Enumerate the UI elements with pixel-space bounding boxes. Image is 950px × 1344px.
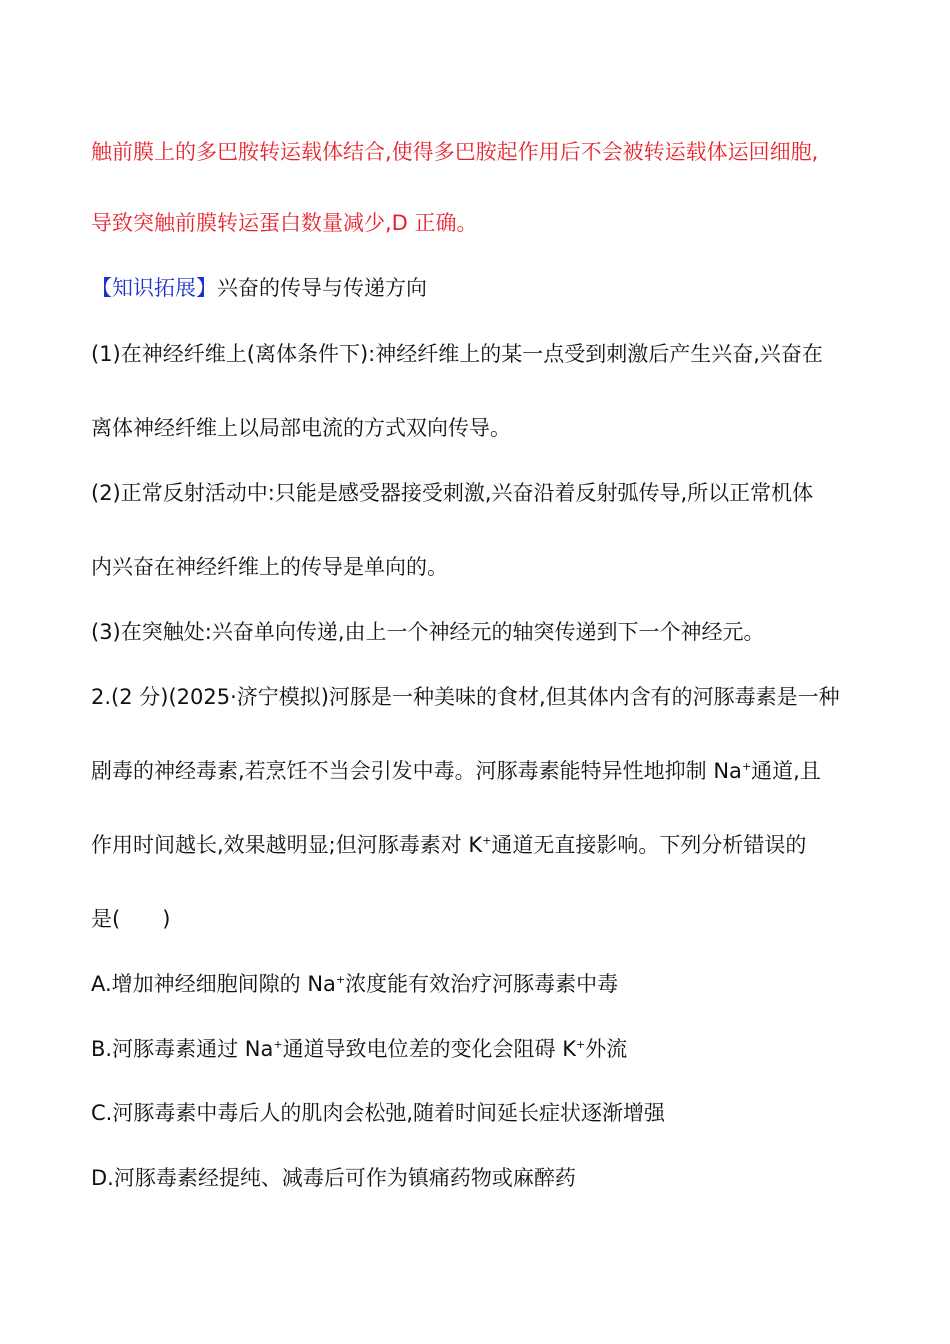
knowledge-title: 兴奋的传导与传递方向 (217, 276, 427, 300)
option-d[interactable]: D.河豚毒素经提纯、减毒后可作为镇痛药物或麻醉药 (91, 1166, 576, 1190)
knowledge-tag: 【知识拓展】 (91, 276, 217, 300)
question-stem-line-2-text-b: 通道,且 (751, 759, 821, 783)
answer-explanation-line-1: 触前膜上的多巴胺转运载体结合,使得多巴胺起作用后不会被转运载体运回细胞, (91, 140, 819, 164)
question-stem-line-1: 2.(2 分)(2025·济宁模拟)河豚是一种美味的食材,但其体内含有的河豚毒素是一种 (91, 685, 840, 709)
option-b[interactable] (91, 1034, 627, 1064)
question-stem-line-3-text-b: 通道无直接影响。下列分析错误的 (491, 833, 807, 857)
knowledge-point-3: (3)在突触处:兴奋单向传递,由上一个神经元的轴突传递到下一个神经元。 (91, 620, 765, 644)
option-a-text-b: 浓度能有效治疗河豚毒素中毒 (345, 972, 619, 996)
option-b-potassium-charge: + (576, 1038, 586, 1051)
question-stem-line-4: 是( ) (91, 907, 171, 931)
knowledge-point-2-line-1: (2)正常反射活动中:只能是感受器接受刺激,兴奋沿着反射弧传导,所以正常机体 (91, 481, 814, 505)
question-stem-line-2 (91, 756, 821, 786)
answer-explanation-line-2: 导致突触前膜转运蛋白数量减少,D 正确。 (91, 211, 478, 235)
option-b-text-a: B.河豚毒素通过 Na (91, 1037, 274, 1061)
option-b-sodium-charge: + (273, 1038, 283, 1051)
question-stem-line-2-text-a: 剧毒的神经毒素,若烹饪不当会引发中毒。河豚毒素能特异性地抑制 Na (91, 759, 742, 783)
question-stem-line-3-text-a: 作用时间越长,效果越明显;但河豚毒素对 K (91, 833, 483, 857)
knowledge-point-1-line-2: 离体神经纤维上以局部电流的方式双向传导。 (91, 416, 511, 440)
knowledge-point-2-line-2: 内兴奋在神经纤维上的传导是单向的。 (91, 555, 448, 579)
option-b-text-b: 通道导致电位差的变化会阻碍 K (282, 1037, 577, 1061)
option-a-sodium-charge: + (335, 973, 346, 986)
question-stem-line-3 (91, 830, 806, 860)
option-a[interactable] (91, 969, 618, 999)
option-a-text-a: A.增加神经细胞间隙的 Na (91, 972, 336, 996)
knowledge-point-1-line-1: (1)在神经纤维上(离体条件下):神经纤维上的某一点受到刺激后产生兴奋,兴奋在 (91, 342, 823, 366)
option-c[interactable]: C.河豚毒素中毒后人的肌肉会松弛,随着时间延长症状逐渐增强 (91, 1101, 666, 1125)
knowledge-heading (91, 273, 427, 303)
potassium-charge: + (482, 834, 492, 847)
sodium-charge: + (741, 760, 752, 773)
option-b-text-c: 外流 (585, 1037, 628, 1061)
